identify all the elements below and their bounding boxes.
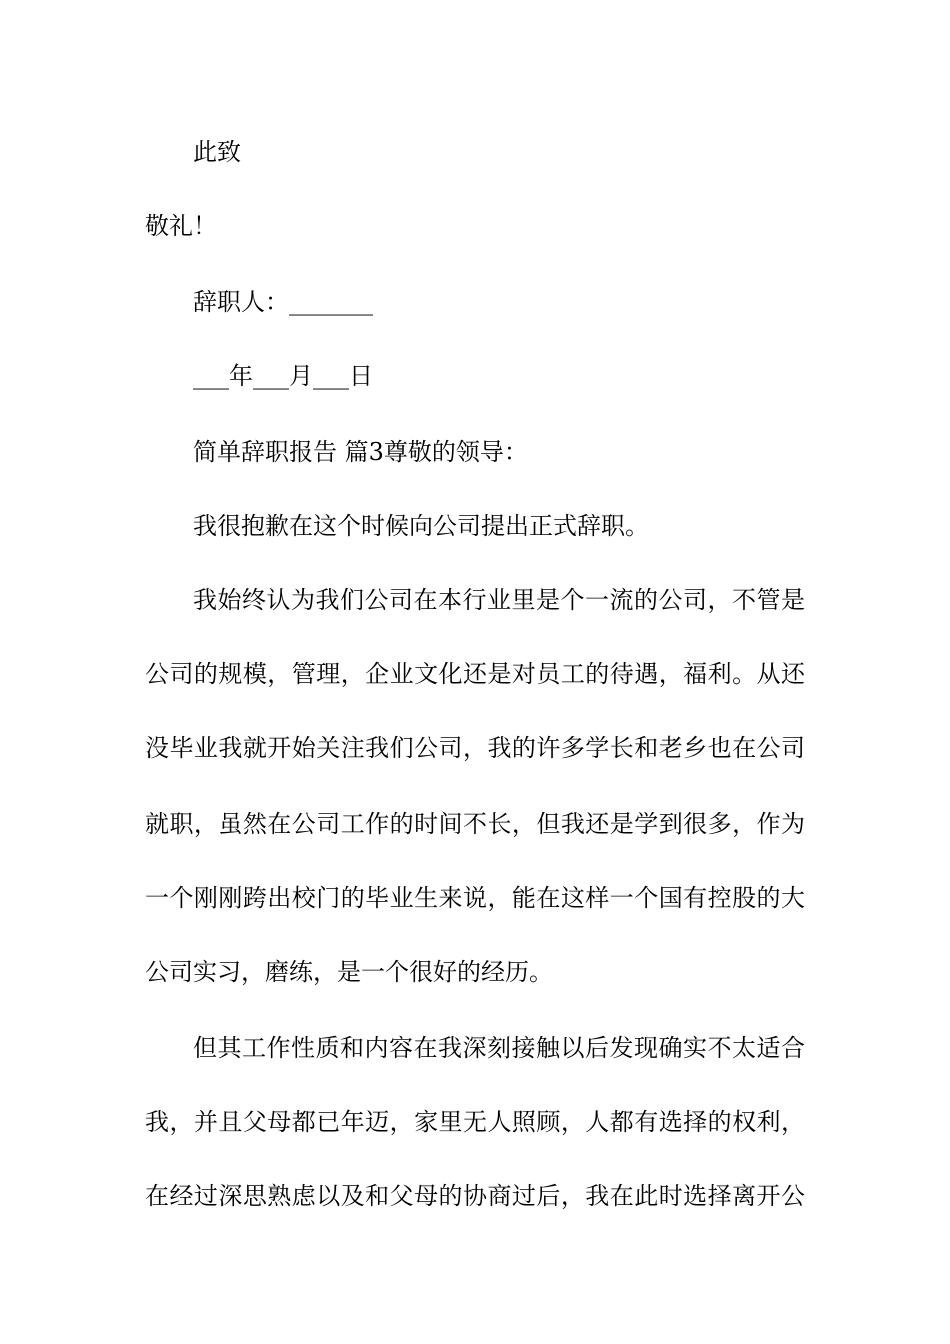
paragraph-line: 我很抱歉在这个时候向公司提出正式辞职。 [193, 512, 649, 540]
paragraph-line: 就职，虽然在公司工作的时间不长，但我还是学到很多，作为 [145, 810, 805, 838]
paragraph-line: 我，并且父母都已年迈，家里无人照顾，人都有选择的权利， [145, 1108, 805, 1136]
paragraph-line: 没毕业我就开始关注我们公司，我的许多学长和老乡也在公司 [145, 734, 805, 762]
date-line: ___年___月___日 [193, 362, 373, 390]
paragraph-line: 一个刚刚跨出校门的毕业生来说，能在这样一个国有控股的大 [145, 884, 805, 912]
section-heading: 简单辞职报告 篇3尊敬的领导： [193, 438, 528, 466]
paragraph-line: 我始终认为我们公司在本行业里是个一流的公司，不管是 [193, 586, 805, 614]
paragraph-line: 在经过深思熟虑以及和父母的协商过后，我在此时选择离开公 [145, 1182, 805, 1210]
paragraph-line: 公司实习，磨练，是一个很好的经历。 [145, 958, 553, 986]
closing-regards: 敬礼！ [145, 212, 217, 240]
closing-salutation: 此致 [193, 138, 241, 166]
signer-line: 辞职人：_______ [193, 288, 373, 316]
paragraph-line: 但其工作性质和内容在我深刻接触以后发现确实不太适合 [193, 1034, 805, 1062]
paragraph-line: 公司的规模，管理，企业文化还是对员工的待遇，福利。从还 [145, 660, 805, 688]
